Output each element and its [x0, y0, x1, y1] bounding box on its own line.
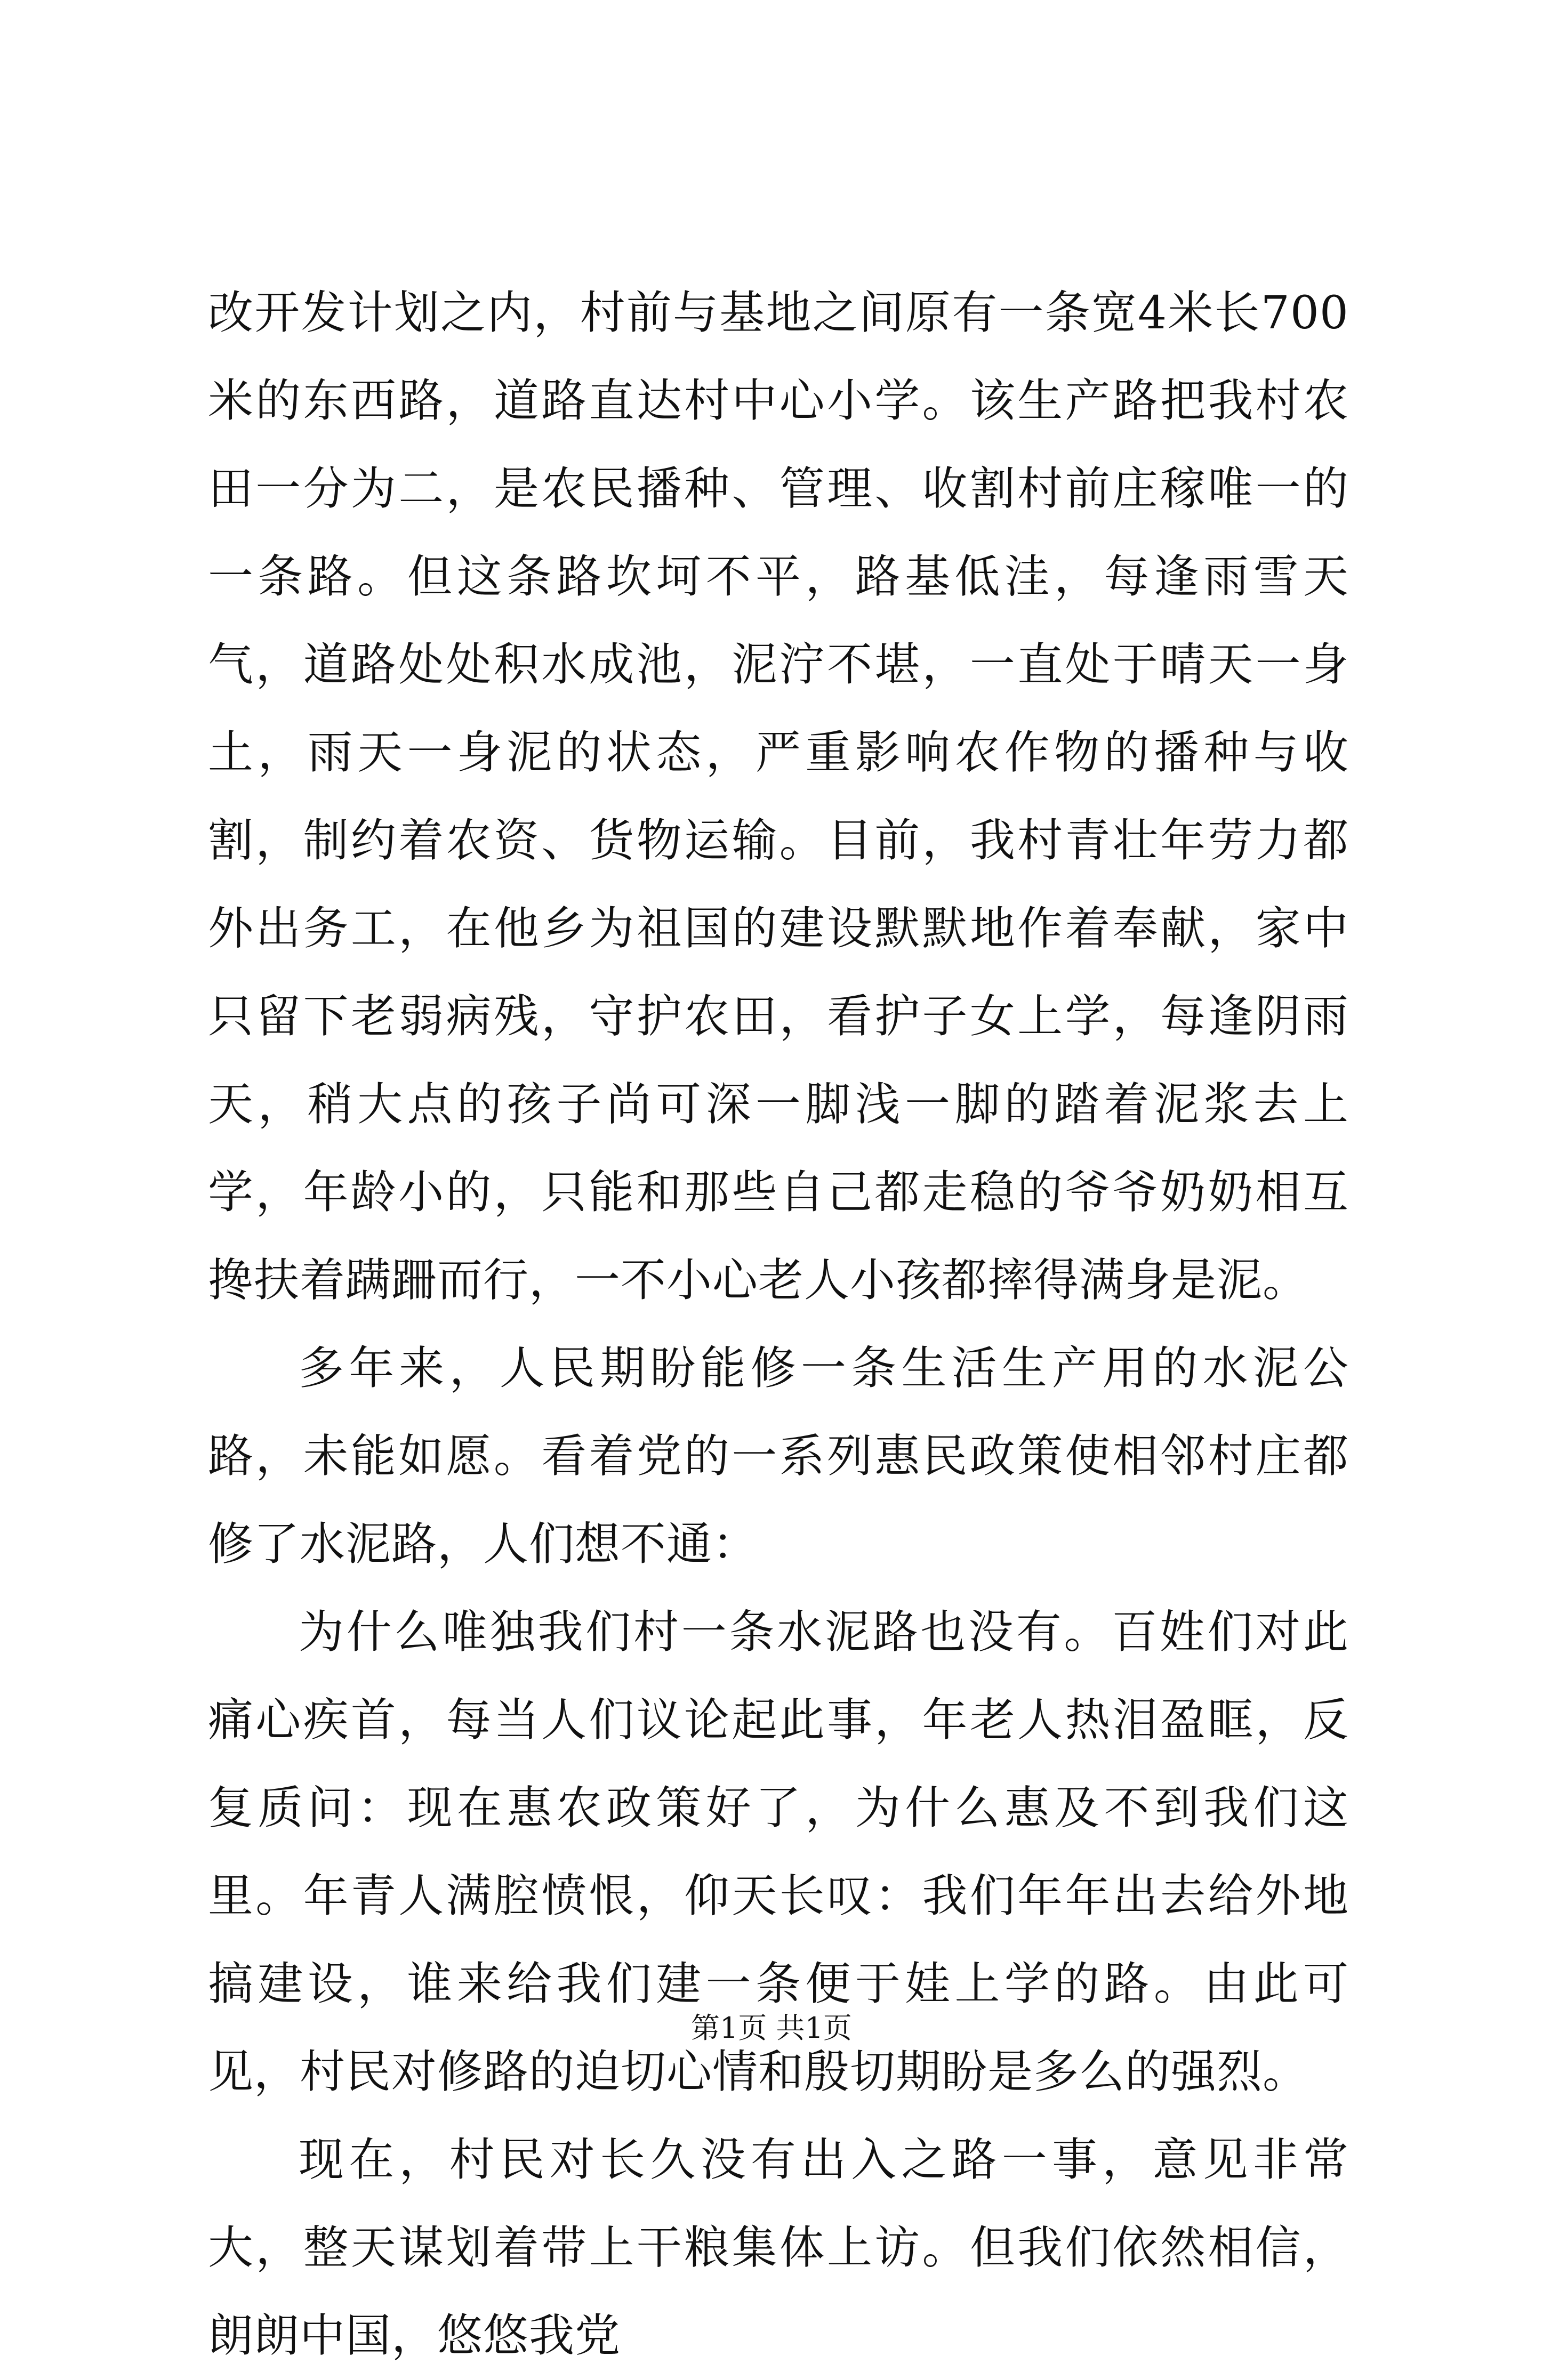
page-footer: 第1页 共1页	[691, 2011, 852, 2045]
paragraph-3: 为什么唯独我们村一条水泥路也没有。百姓们对此痛心疾首，每当人们议论起此事，年老人热泪盈眶，反复质问：现在惠农政策好了，为什么惠及不到我们这里。年青人满腔愤恨，仰天长叹：我们年年出去给外地搞建设，谁来给我们建一条便于娃上学的路。由此可见，村民对修路的迫切心情和殷切期盼是多么的强烈。	[208, 1606, 1349, 2099]
paragraph-2: 多年来，人民期盼能修一条生活生产用的水泥公路，未能如愿。看着党的一系列惠民政策使相邻村庄都修了水泥路，人们想不通：	[208, 1342, 1349, 1571]
paragraph-4: 现在，村民对长久没有出入之路一事，意见非常大，整天谋划着带上干粮集体上访。但我们依然相信，朗朗中国，悠悠我党	[208, 2134, 1349, 2362]
document-body	[208, 269, 1349, 2380]
paragraph-1: 改开发计划之内，村前与基地之间原有一条宽4米长700米的东西路，道路直达村中心小学。该生产路把我村农田一分为二，是农民播种、管理、收割村前庄稼唯一的一条路。但这条路坎坷不平，路基低洼，每逢雨雪天气，道路处处积水成池，泥泞不堪，一直处于晴天一身土，雨天一身泥的状态，严重影响农作物的播种与收割，制约着农资、货物运输。目前，我村青壮年劳力都外出务工，在他乡为祖国的建设默默地作着奉献，家中只留下老弱病残，守护农田，看护子女上学，每逢阴雨天，稍大点的孩子尚可深一脚浅一脚的踏着泥浆去上学，年龄小的，只能和那些自己都走稳的爷爷奶奶相互搀扶着蹒跚而行，一不小心老人小孩都摔得满身是泥。	[208, 287, 1349, 1307]
